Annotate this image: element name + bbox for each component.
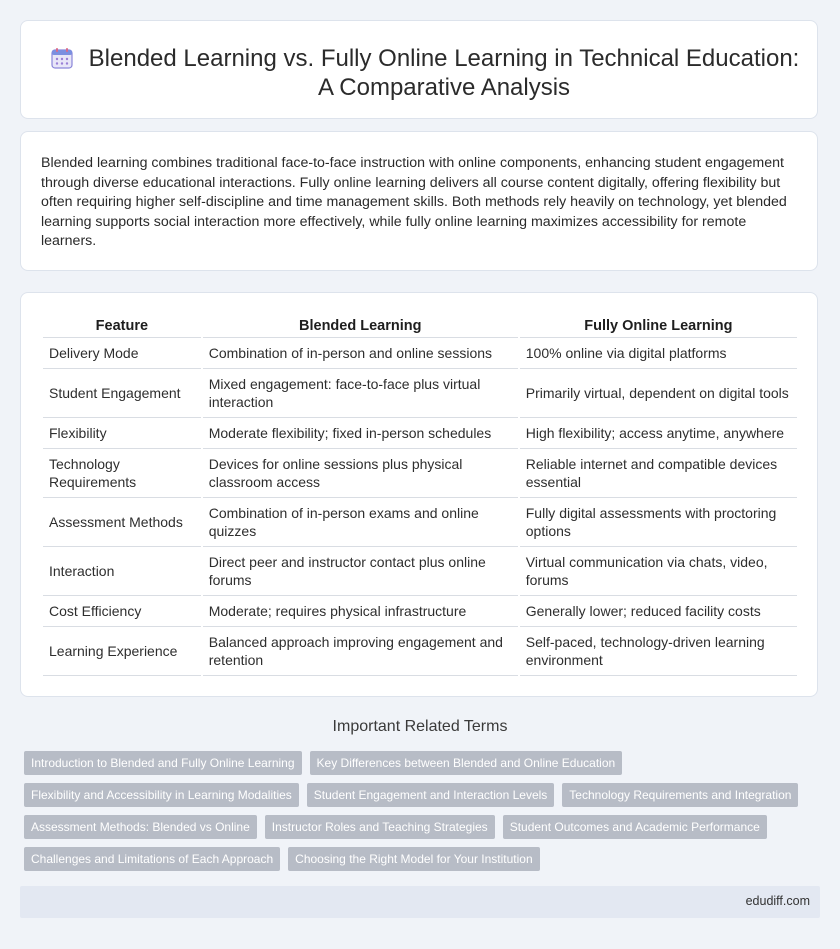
intro-paragraph: Blended learning combines traditional face-to-face instruction with online components, enhancing student engagement through diverse educational interactions. Fully online learning delivers all course content digitally, offering flexibility but often requiring higher self-discipline and time management skills. Both methods rely heavily on technology, yet blended learning supports social interaction more effectively, while fully online learning maximizes accessibility for remote learners. [41,155,787,249]
comparison-table [41,315,799,676]
row-blended: Devices for online sessions plus physical classroom access [203,449,518,498]
row-blended: Combination of in-person and online sessions [203,338,518,369]
row-online: Reliable internet and compatible devices essential [520,449,797,498]
table-header-row [43,315,797,338]
related-term-tag[interactable]: Key Differences between Blended and Online Education [310,751,623,775]
related-term-tag[interactable]: Challenges and Limitations of Each Approach [24,847,280,871]
page-title: Blended Learning vs. Fully Online Learning in Technical Education: A Comparative Analysis [88,45,800,101]
calendar-icon [51,47,73,69]
table-row [43,547,797,596]
related-terms-heading: Important Related Terms [332,718,508,735]
tag-row [24,783,814,807]
header-blended: Blended Learning [203,315,518,338]
row-feature: Delivery Mode [43,338,201,369]
row-blended: Mixed engagement: face-to-face plus virtual interaction [203,369,518,418]
row-blended: Direct peer and instructor contact plus online forums [203,547,518,596]
row-feature: Cost Efficiency [43,596,201,627]
row-feature: Flexibility [43,418,201,449]
table-row [43,418,797,449]
related-term-tag[interactable]: Student Engagement and Interaction Levels [307,783,555,807]
related-term-tag[interactable]: Flexibility and Accessibility in Learning Modalities [24,783,299,807]
footer [20,886,820,918]
row-online: Virtual communication via chats, video, forums [520,547,797,596]
table-row [43,369,797,418]
related-term-tag[interactable]: Choosing the Right Model for Your Institution [288,847,539,871]
intro-card [20,131,818,271]
footer-site-link[interactable]: edudiff.com [745,894,810,908]
tag-row [24,815,814,839]
title-card [20,20,818,119]
row-blended: Moderate flexibility; fixed in-person schedules [203,418,518,449]
tag-row [24,847,814,871]
row-feature: Technology Requirements [43,449,201,498]
row-online: Generally lower; reduced facility costs [520,596,797,627]
table-row [43,596,797,627]
table-row [43,338,797,369]
row-online: Self-paced, technology-driven learning environment [520,627,797,676]
row-feature: Learning Experience [43,627,201,676]
row-online: High flexibility; access anytime, anywhere [520,418,797,449]
table-row [43,498,797,547]
header-feature: Feature [43,315,201,338]
related-term-tag[interactable]: Introduction to Blended and Fully Online Learning [24,751,302,775]
row-blended: Combination of in-person exams and online quizzes [203,498,518,547]
related-term-tag[interactable]: Assessment Methods: Blended vs Online [24,815,257,839]
table-row [43,627,797,676]
related-terms-list [24,751,814,879]
related-term-tag[interactable]: Student Outcomes and Academic Performance [503,815,767,839]
row-online: 100% online via digital platforms [520,338,797,369]
row-feature: Student Engagement [43,369,201,418]
related-term-tag[interactable]: Technology Requirements and Integration [562,783,798,807]
row-online: Fully digital assessments with proctoring options [520,498,797,547]
header-online: Fully Online Learning [520,315,797,338]
row-feature: Interaction [43,547,201,596]
related-term-tag[interactable]: Instructor Roles and Teaching Strategies [265,815,495,839]
row-feature: Assessment Methods [43,498,201,547]
comparison-table-card [20,292,818,697]
tag-row [24,751,814,775]
table-row [43,449,797,498]
row-online: Primarily virtual, dependent on digital tools [520,369,797,418]
row-blended: Balanced approach improving engagement and retention [203,627,518,676]
row-blended: Moderate; requires physical infrastructure [203,596,518,627]
